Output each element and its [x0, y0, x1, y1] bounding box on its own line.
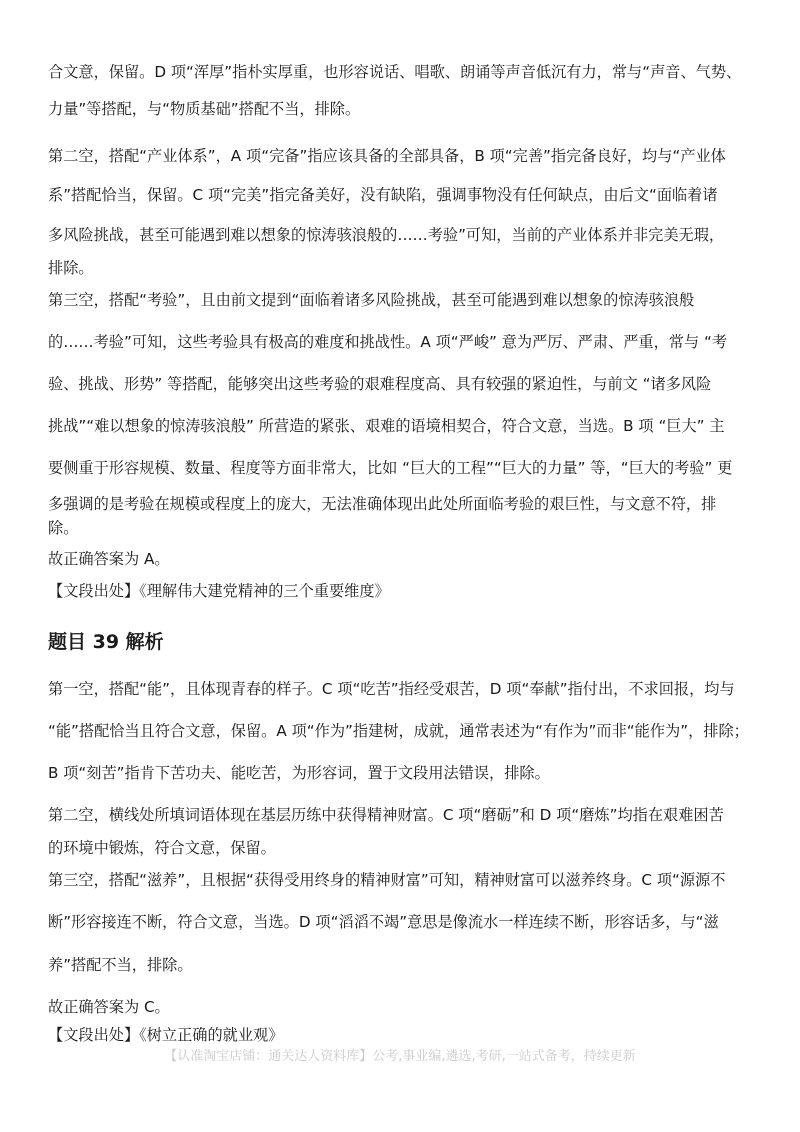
paragraph-line: 系”搭配恰当，保留。C 项“完美”指完备美好，没有缺陷，强调事物没有任何缺点，由后文“面临着诸 [48, 186, 718, 204]
paragraph-line: 合文意，保留。D 项“浑厚”指朴实厚重，也形容说话、唱歌、朗诵等声音低沉有力，常与“声音、气势、 [48, 63, 742, 81]
paragraph-line: 多强调的是考验在规模或程度上的庞大，无法准确体现出此处所面临考验的艰巨性，与文意不符，排 [48, 495, 717, 513]
answer-line: 故正确答案为 C。 [48, 998, 170, 1016]
watermark-footer: 【认准淘宝店铺：通关达人资料库】公考,事业编,遴选,考研,一站式备考，持续更新 [164, 1049, 636, 1064]
paragraph-line: 要侧重于形容规模、数量、程度等方面非常大，比如 “巨大的工程”“巨大的力量” 等，“巨大的考验” 更 [48, 459, 733, 477]
paragraph-line: 第一空，搭配“能”，且体现青春的样子。C 项“吃苦”指经受艰苦，D 项“奉献”指付出，不求回报，均与 [48, 680, 735, 698]
paragraph-line: 排除。 [48, 259, 94, 277]
paragraph-line: 多风险挑战，甚至可能遇到难以想象的惊涛骇浪般的……考验”可知，当前的产业体系并非完美无瑕， [48, 226, 725, 244]
paragraph-line: 的环境中锻炼，符合文意，保留。 [48, 839, 276, 857]
paragraph-line: 断”形容接连不断，符合文意，当选。D 项“滔滔不竭”意思是像流水一样连续不断，形容话多，与“滋 [48, 913, 719, 931]
paragraph-line: 挑战”“难以想象的惊涛骇浪般” 所营造的紧张、艰难的语境相契合，符合文意，当选。B 项 “巨大” 主 [48, 417, 725, 435]
paragraph-line: 第三空，搭配“考验”，且由前文提到“面临着诸多风险挑战，甚至可能遇到难以想象的惊涛骇浪般 [48, 291, 695, 309]
paragraph-line: 第二空，搭配“产业体系”，A 项“完备”指应该具备的全部具备，B 项“完善”指完备良好，均与“产业体 [48, 147, 726, 165]
source-citation: 【文段出处】《树立正确的就业观》 [48, 1026, 284, 1044]
source-citation: 【文段出处】《理解伟大建党精神的三个重要维度》 [48, 582, 390, 600]
paragraph-line: “能”搭配恰当且符合文意，保留。A 项“作为”指建树，成就，通常表述为“有作为”而非“能作为”，排除； [48, 722, 749, 740]
paragraph-line: 的……考验”可知，这些考验具有极高的难度和挑战性。A 项“严峻” 意为严厉、严肃、严重，常与 “考 [48, 333, 728, 351]
section-heading: 题目 39 解析 [48, 631, 164, 653]
paragraph-line: B 项“刻苦”指肯下苦功夫、能吃苦，为形容词，置于文段用法错误，排除。 [48, 764, 550, 782]
paragraph-line: 除。 [48, 519, 79, 537]
answer-line: 故正确答案为 A。 [48, 550, 170, 568]
paragraph-line: 验、挑战、形势” 等搭配，能够突出这些考验的艰难程度高、具有较强的紧迫性，与前文 “诸多风险 [48, 375, 712, 393]
paragraph-line: 力量”等搭配，与“物质基础”搭配不当，排除。 [48, 100, 361, 118]
paragraph-line: 第二空，横线处所填词语体现在基层历练中获得精神财富。C 项“磨砺”和 D 项“磨炼”均指在艰难困苦 [48, 806, 724, 824]
paragraph-line: 第三空，搭配“滋养”，且根据“获得受用终身的精神财富”可知，精神财富可以滋养终身。C 项“源源不 [48, 871, 726, 889]
paragraph-line: 养”搭配不当，排除。 [48, 956, 193, 974]
